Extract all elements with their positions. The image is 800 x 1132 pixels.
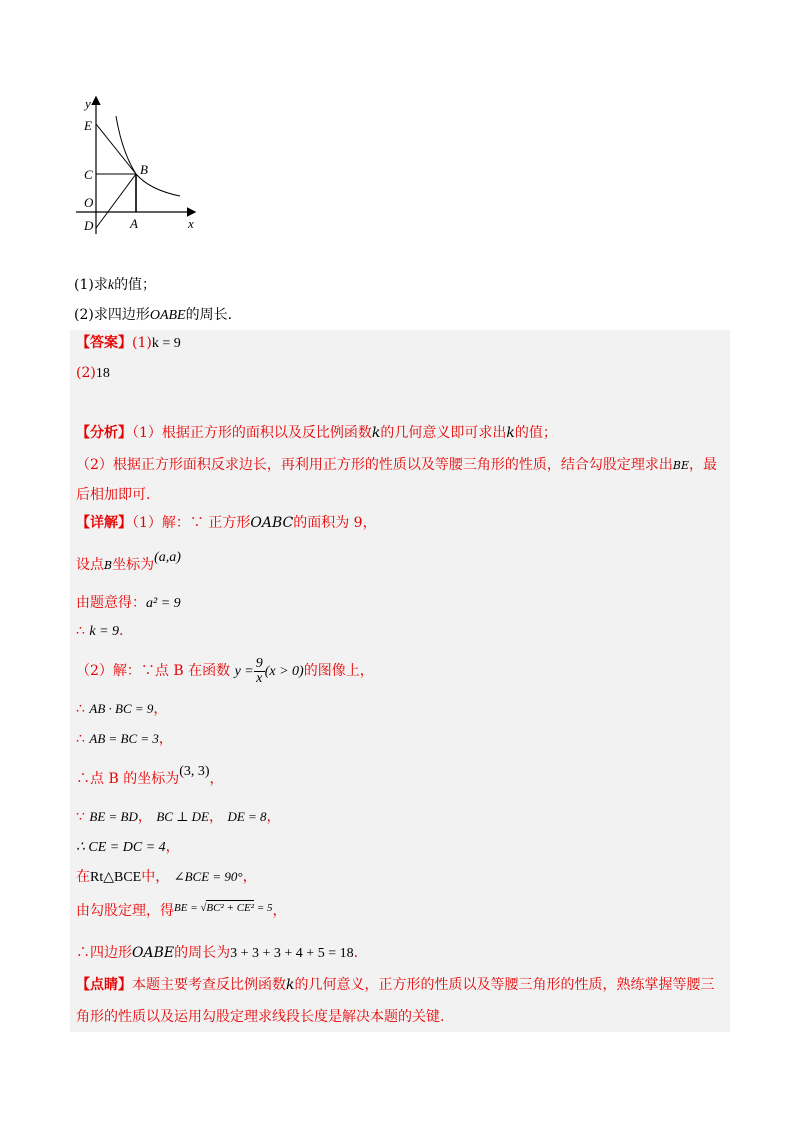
detail-line-4: ∴ k = 9. (76, 623, 124, 639)
label-o: O (84, 195, 94, 210)
analysis-line-3: 后相加即可. (76, 487, 151, 503)
detail-line-1: 【详解】（1）解：∵ 正方形OABC的面积为 9， (76, 515, 377, 531)
detail-line-13: ∴四边形OABE的周长为3 + 3 + 3 + 4 + 5 = 18. (76, 945, 359, 961)
detail-line-10: ∴ CE = DC = 4， (76, 839, 180, 855)
analysis-line-2: （2）根据正方形面积反求边长，再利用正方形的性质以及等腰三角形的性质，结合勾股定理求出BE，最 (76, 457, 718, 473)
question-1: (1)求k的值； (74, 277, 157, 293)
detail-line-11: 在Rt△BCE中， ∠BCE = 90°， (76, 869, 257, 885)
answer-line-1: 【答案】(1)k = 9 (76, 335, 181, 351)
segment-eb (96, 124, 136, 174)
fraction-9-over-x: $\frac{9}{x}$ (255, 655, 263, 686)
label-e: E (84, 118, 92, 133)
label-c: C (84, 167, 93, 182)
detail-line-9: ∵ BE = BD， BC ⊥ DE， DE = 8， (76, 809, 281, 825)
analysis-line-1: 【分析】（1）根据正方形的面积以及反比例函数k的几何意义即可求出k的值； (76, 425, 557, 441)
label-b: B (140, 162, 148, 177)
detail-line-5: （2）解：∵点 B 在函数 y = $\frac{9}{x}$ (x > 0)的图像上， (76, 655, 374, 686)
detail-line-3: 由题意得：a² = 9 (76, 595, 181, 611)
detail-line-6: ∴ AB · BC = 9， (76, 701, 168, 717)
function-graph-figure (70, 92, 210, 238)
comment-line-2: 角形的性质以及运用勾股定理求线段长度是解决本题的关键. (76, 1009, 445, 1025)
detail-line-7: ∴ AB = BC = 3， (76, 731, 173, 747)
label-a: A (130, 216, 138, 231)
comment-line-1: 【点睛】本题主要考查反比例函数k的几何意义，正方形的性质以及等腰三角形的性质，熟练掌握等腰三 (76, 977, 715, 993)
hyperbola-curve (116, 116, 180, 196)
label-y: y (85, 96, 91, 111)
detail-line-12: 由勾股定理，得$^{BE = √BC^2 + CE^2 = 5}$， (76, 902, 287, 919)
detail-line-2: 设点B坐标为(a,a) (76, 550, 181, 573)
pythagoras-formula: BE = √BC² + CE² = 5 (174, 902, 273, 914)
label-d: D (84, 218, 94, 233)
question-2: (2)求四边形OABE的周长. (74, 307, 233, 323)
answer-line-2: (2)18 (76, 365, 110, 381)
detail-line-8: ∴点 B 的坐标为(3, 3)， (76, 764, 224, 787)
label-x: x (188, 216, 194, 231)
